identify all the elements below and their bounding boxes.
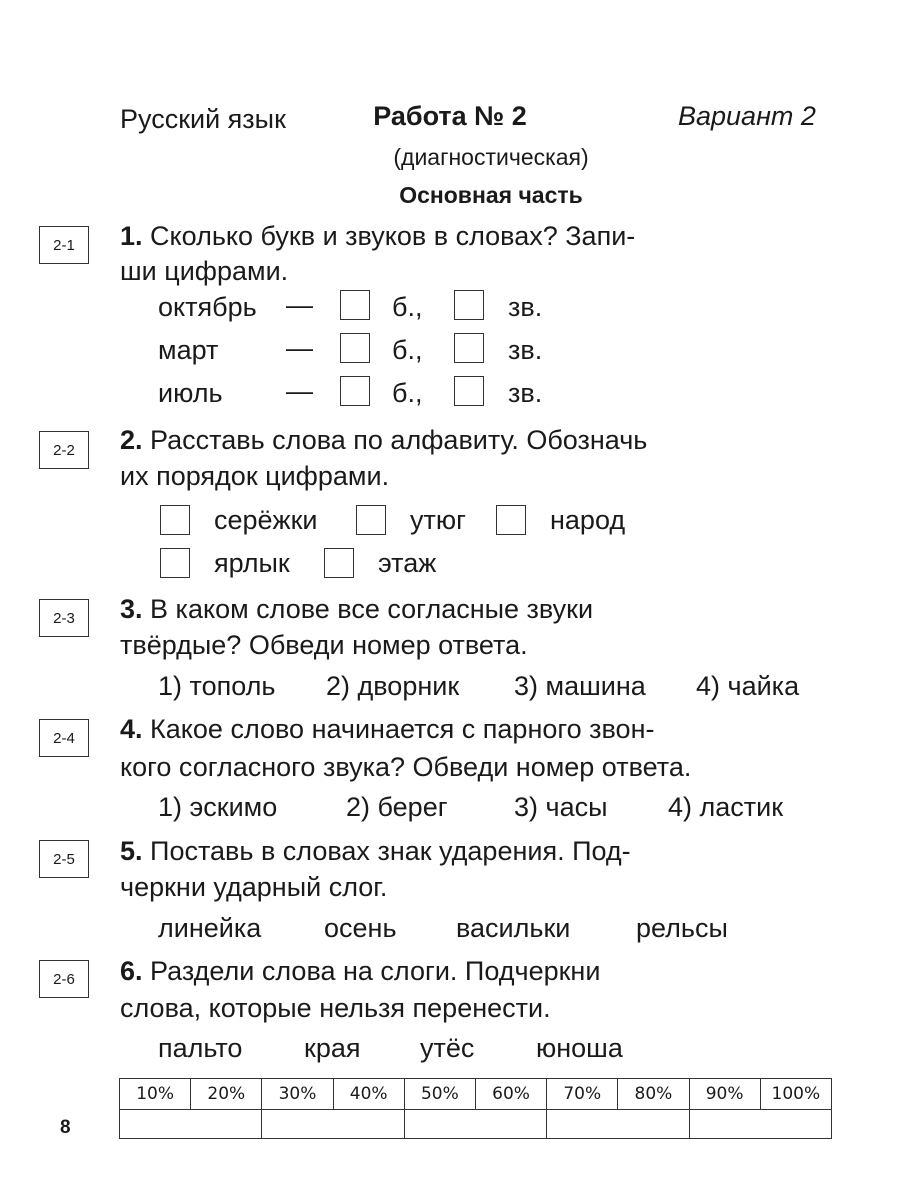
variant-label: Вариант 2 xyxy=(678,101,816,131)
word-item: юноша xyxy=(536,1033,623,1063)
question-2-line-2 xyxy=(120,461,832,492)
question-5-line-2 xyxy=(120,872,832,903)
row-word: октябрь xyxy=(158,292,257,322)
answer-option[interactable]: 2) берег xyxy=(346,792,448,822)
question-6-line-2 xyxy=(120,993,832,1024)
row-word: март xyxy=(158,335,219,365)
answer-option[interactable]: 1) тополь xyxy=(158,671,276,701)
question-text: черкни ударный слог. xyxy=(120,872,388,902)
question-text: ши цифрами. xyxy=(120,256,289,286)
question-text: их порядок цифрами. xyxy=(120,461,390,491)
scale-answer-cell[interactable] xyxy=(689,1110,832,1139)
question-text: слова, которые нельзя перенести. xyxy=(120,993,551,1023)
word-item: народ xyxy=(550,505,626,535)
question-6-line-1 xyxy=(120,956,832,987)
answer-box[interactable] xyxy=(340,333,370,363)
task-code-box[interactable]: 2-4 xyxy=(39,719,89,757)
question-text: Сколько букв и звуков в словах? Запи- xyxy=(150,221,636,251)
sounds-label: зв. xyxy=(508,378,543,408)
question-text: Раздели слова на слоги. Подчеркни xyxy=(150,956,601,986)
task-code-box[interactable]: 2-6 xyxy=(39,960,89,998)
order-box[interactable] xyxy=(496,505,526,535)
word-item: этаж xyxy=(378,548,437,578)
scale-cell: 80% xyxy=(618,1079,689,1110)
word-item: осень xyxy=(324,913,397,943)
word-item: утюг xyxy=(410,505,466,535)
letters-label: б., xyxy=(392,292,423,322)
sounds-label: зв. xyxy=(508,335,543,365)
scale-cell: 40% xyxy=(333,1079,404,1110)
task-code-box[interactable]: 2-2 xyxy=(39,431,89,469)
question-text: твёрдые? Обведи номер ответа. xyxy=(120,630,528,660)
question-number: 6. xyxy=(120,956,143,986)
question-text: Поставь в словах знак ударения. Под- xyxy=(150,836,631,866)
scale-cell: 30% xyxy=(262,1079,333,1110)
answer-option[interactable]: 2) дворник xyxy=(326,671,460,701)
word-item: серёжки xyxy=(214,505,318,535)
letters-label: б., xyxy=(392,378,423,408)
answer-option[interactable]: 3) часы xyxy=(514,792,608,822)
answer-box[interactable] xyxy=(454,333,484,363)
question-4-line-2 xyxy=(120,752,832,783)
scale-cell: 20% xyxy=(191,1079,262,1110)
scale-cell: 10% xyxy=(120,1079,191,1110)
question-text: Расставь слова по алфавиту. Обозначь xyxy=(150,425,648,455)
scale-cell: 50% xyxy=(404,1079,475,1110)
task-code-box[interactable]: 2-1 xyxy=(39,226,89,264)
order-box[interactable] xyxy=(356,505,386,535)
section-title: Основная часть xyxy=(399,182,583,208)
word-item: рельсы xyxy=(636,913,728,943)
question-number: 2. xyxy=(120,425,143,455)
word-item: линейка xyxy=(158,913,262,943)
answer-box[interactable] xyxy=(454,290,484,320)
scale-answer-row xyxy=(120,1110,832,1139)
word-item: ярлык xyxy=(214,548,290,578)
row-dash: — xyxy=(286,290,313,320)
word-item: утёс xyxy=(420,1033,475,1063)
answer-option[interactable]: 3) машина xyxy=(514,671,646,701)
order-box[interactable] xyxy=(160,505,190,535)
answer-option[interactable]: 1) эскимо xyxy=(158,792,278,822)
score-scale-table xyxy=(119,1078,832,1139)
question-3-line-1 xyxy=(120,594,832,625)
row-dash: — xyxy=(286,333,313,363)
scale-answer-cell[interactable] xyxy=(262,1110,404,1139)
word-item: пальто xyxy=(158,1033,243,1063)
work-title: Работа № 2 xyxy=(373,101,527,131)
scale-cell: 60% xyxy=(475,1079,546,1110)
scale-cell: 70% xyxy=(547,1079,618,1110)
answer-box[interactable] xyxy=(454,376,484,406)
question-1-line-2 xyxy=(120,256,832,287)
scale-answer-cell[interactable] xyxy=(547,1110,689,1139)
task-code-box[interactable]: 2-3 xyxy=(39,599,89,637)
question-number: 5. xyxy=(120,836,143,866)
question-2-line-1 xyxy=(120,425,832,456)
question-number: 3. xyxy=(120,594,143,624)
answer-box[interactable] xyxy=(340,376,370,406)
scale-cell: 90% xyxy=(689,1079,760,1110)
scale-answer-cell[interactable] xyxy=(404,1110,546,1139)
order-box[interactable] xyxy=(324,548,354,578)
question-text: В каком слове все согласные звуки xyxy=(150,594,594,624)
question-5-line-1 xyxy=(120,836,832,867)
word-item: края xyxy=(304,1033,361,1063)
work-subtitle: (диагностическая) xyxy=(393,144,589,170)
question-3-line-2 xyxy=(120,630,832,661)
task-code-box[interactable]: 2-5 xyxy=(39,840,89,878)
subject-label: Русский язык xyxy=(120,104,286,134)
answer-option[interactable]: 4) чайка xyxy=(696,671,800,701)
question-text: кого согласного звука? Обведи номер ответа. xyxy=(120,752,692,782)
question-4-line-1 xyxy=(120,714,832,745)
row-word: июль xyxy=(158,378,223,408)
scale-header-row xyxy=(120,1079,832,1110)
question-number: 1. xyxy=(120,221,143,251)
question-1-line-1 xyxy=(120,221,832,252)
answer-box[interactable] xyxy=(340,290,370,320)
question-number: 4. xyxy=(120,714,143,744)
scale-answer-cell[interactable] xyxy=(120,1110,262,1139)
word-item: васильки xyxy=(456,913,571,943)
row-dash: — xyxy=(286,376,313,406)
scale-cell: 100% xyxy=(760,1079,831,1110)
order-box[interactable] xyxy=(160,548,190,578)
sounds-label: зв. xyxy=(508,292,543,322)
page-number: 8 xyxy=(60,1117,71,1138)
letters-label: б., xyxy=(392,335,423,365)
answer-option[interactable]: 4) ластик xyxy=(668,792,784,822)
question-text: Какое слово начинается с парного звон- xyxy=(150,714,655,744)
